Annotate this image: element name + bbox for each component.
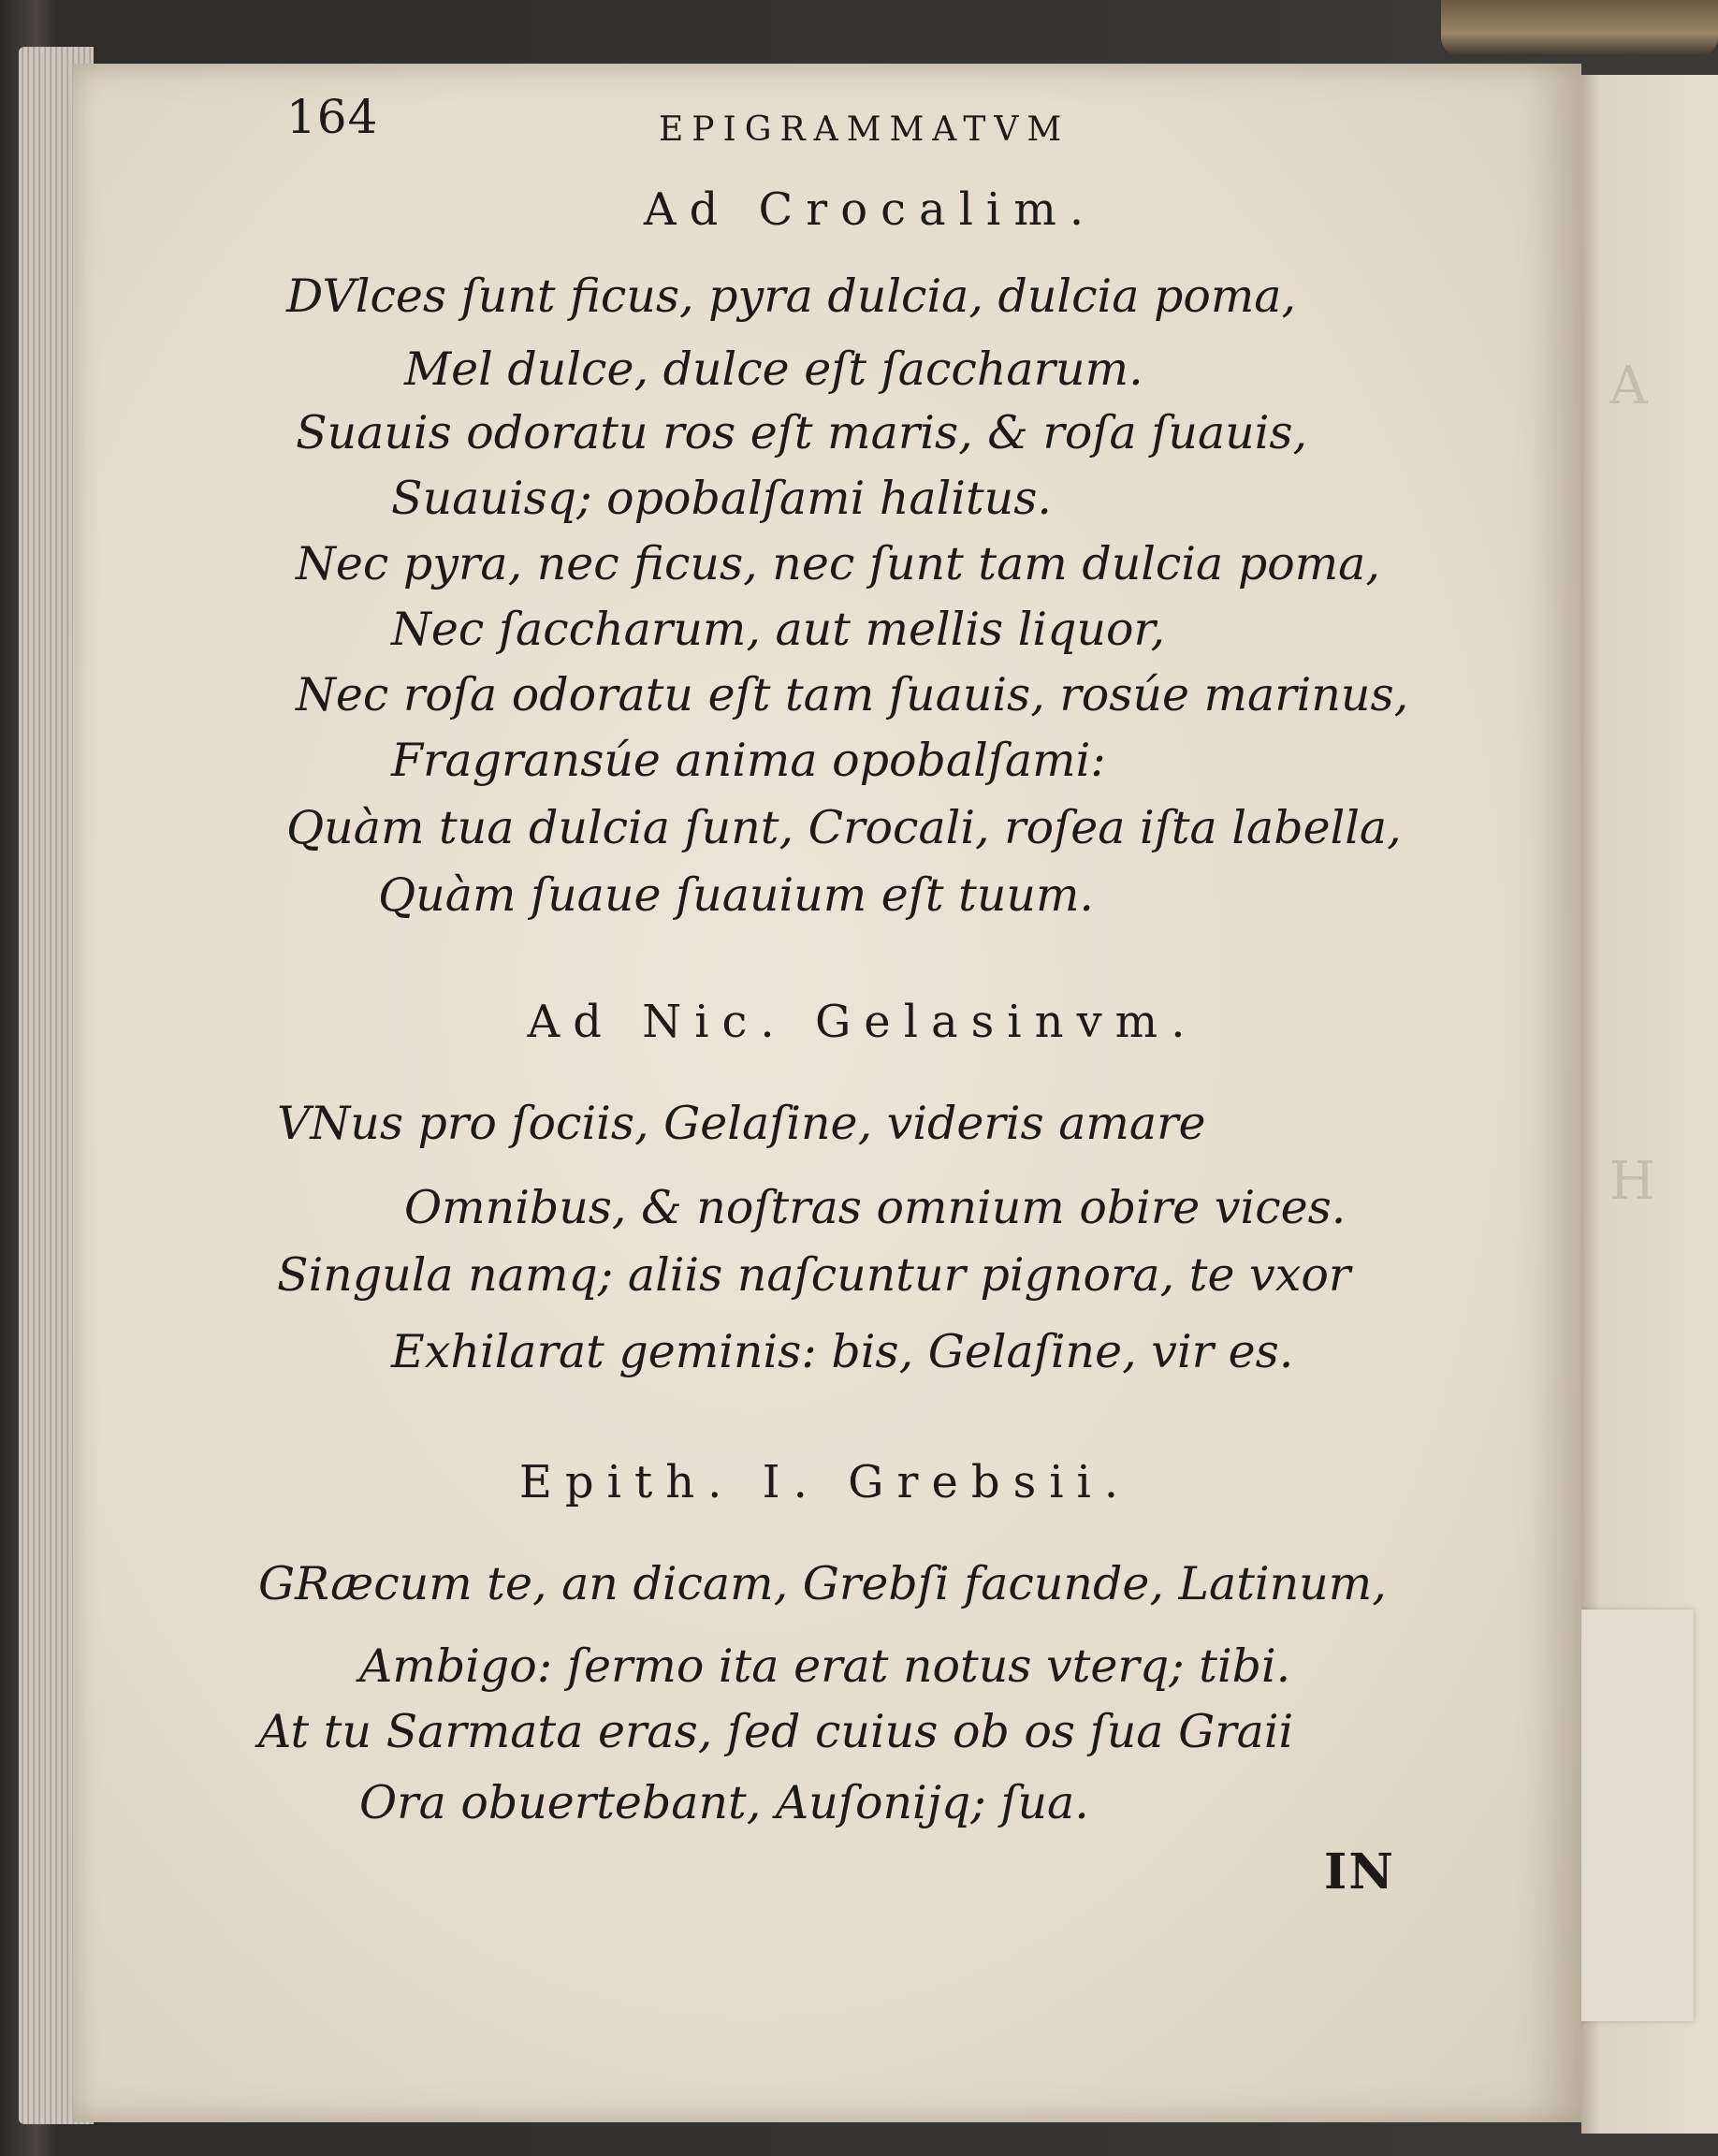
verse-line: Mel dulce, dulce eſt ſaccharum.	[404, 342, 1143, 396]
verse-line: Nec pyra, nec ficus, nec ſunt tam dulcia poma,	[296, 537, 1380, 590]
verse-line: Quàm tua dulcia ſunt, Crocali, roſea iſta labella,	[286, 801, 1402, 854]
poem-title: Epith. I. Grebsii.	[518, 1456, 1132, 1508]
verse-line: Nec ſaccharum, aut mellis liquor,	[391, 603, 1166, 656]
catchword: IN	[1324, 1843, 1395, 1901]
show-through-text: H	[1609, 1151, 1655, 1212]
poem-title: Ad Crocalim.	[643, 183, 1098, 236]
verse-line: Omnibus, & noſtras omnium obire vices.	[404, 1181, 1347, 1234]
verse-line: Quàm ſuaue ſuauium eſt tuum.	[378, 868, 1095, 922]
verse-line: Ora obuertebant, Auſonijq; ſua.	[359, 1776, 1089, 1829]
verse-line: Suauis odoratu ros eſt maris, & roſa ſuauis,	[296, 406, 1308, 459]
verse-line: GRæcum te, an dicam, Grebſi facunde, Latinum,	[258, 1557, 1387, 1610]
running-head: EPIGRAMMATVM	[659, 110, 1070, 149]
verse-line: Fragransúe anima opobalſami:	[391, 734, 1106, 787]
verse-line: Exhilarat geminis: bis, Gelaſine, vir es.	[391, 1325, 1294, 1378]
poem-title: Ad Nic. Gelasinvm.	[527, 996, 1199, 1048]
page-number: 164	[286, 90, 379, 144]
verse-line: Singula namq; aliis naſcuntur pignora, te vxor	[277, 1248, 1351, 1302]
verse-line: Suauisq; opobalſami halitus.	[391, 472, 1052, 525]
verse-line: DVlces ſunt ficus, pyra dulcia, dulcia poma,	[286, 270, 1297, 323]
verse-line: At tu Sarmata eras, ſed cuius ob os ſua Graii	[258, 1705, 1294, 1758]
verse-line: Ambigo: ſermo ita erat notus vterq; tibi.	[359, 1639, 1291, 1693]
verse-line: Nec roſa odoratu eſt tam ſuauis, rosúe marinus,	[296, 668, 1409, 721]
verse-line: VNus pro ſociis, Gelaſine, videris amare	[277, 1097, 1206, 1150]
show-through-text: A	[1609, 356, 1648, 416]
binding-tie	[1441, 0, 1718, 56]
